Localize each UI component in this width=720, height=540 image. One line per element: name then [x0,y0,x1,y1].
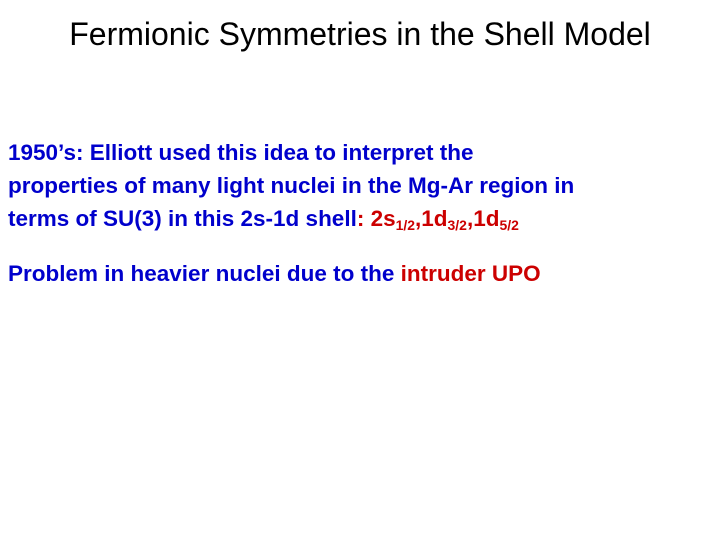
orbit-separator: , [466,206,474,231]
orbit-base: 1d [473,206,500,231]
slide-title: Fermionic Symmetries in the Shell Model [69,16,651,52]
paragraph-line: properties of many light nuclei in the Mg-Ar region in [8,173,575,198]
orbit-subscript: 5/2 [499,216,519,233]
paragraph-elliott [8,136,716,235]
orbit-1d52 [473,206,519,231]
orbit-1d32 [421,206,467,231]
paragraph-intruder [8,257,716,290]
paragraph-line-orbits [8,202,716,235]
orbit-2s12 [371,206,415,231]
colon: : [356,206,365,231]
orbit-subscript: 1/2 [395,216,416,233]
paragraph-line: 1950’s: Elliott used this idea to interpret the [8,140,474,165]
paragraph-line [8,257,716,290]
paragraph-line-text: terms of SU(3) in this 2s-1d shell [8,206,357,231]
orbit-base: 1d [421,206,448,231]
paragraph-text: Problem in heavier nuclei due to the [8,261,395,286]
orbit-subscript: 3/2 [447,216,467,233]
intruder-highlight: intruder UPO [400,261,541,286]
orbit-separator: , [415,206,422,231]
orbit-base: 2s [370,206,396,231]
slide-body [8,136,716,290]
